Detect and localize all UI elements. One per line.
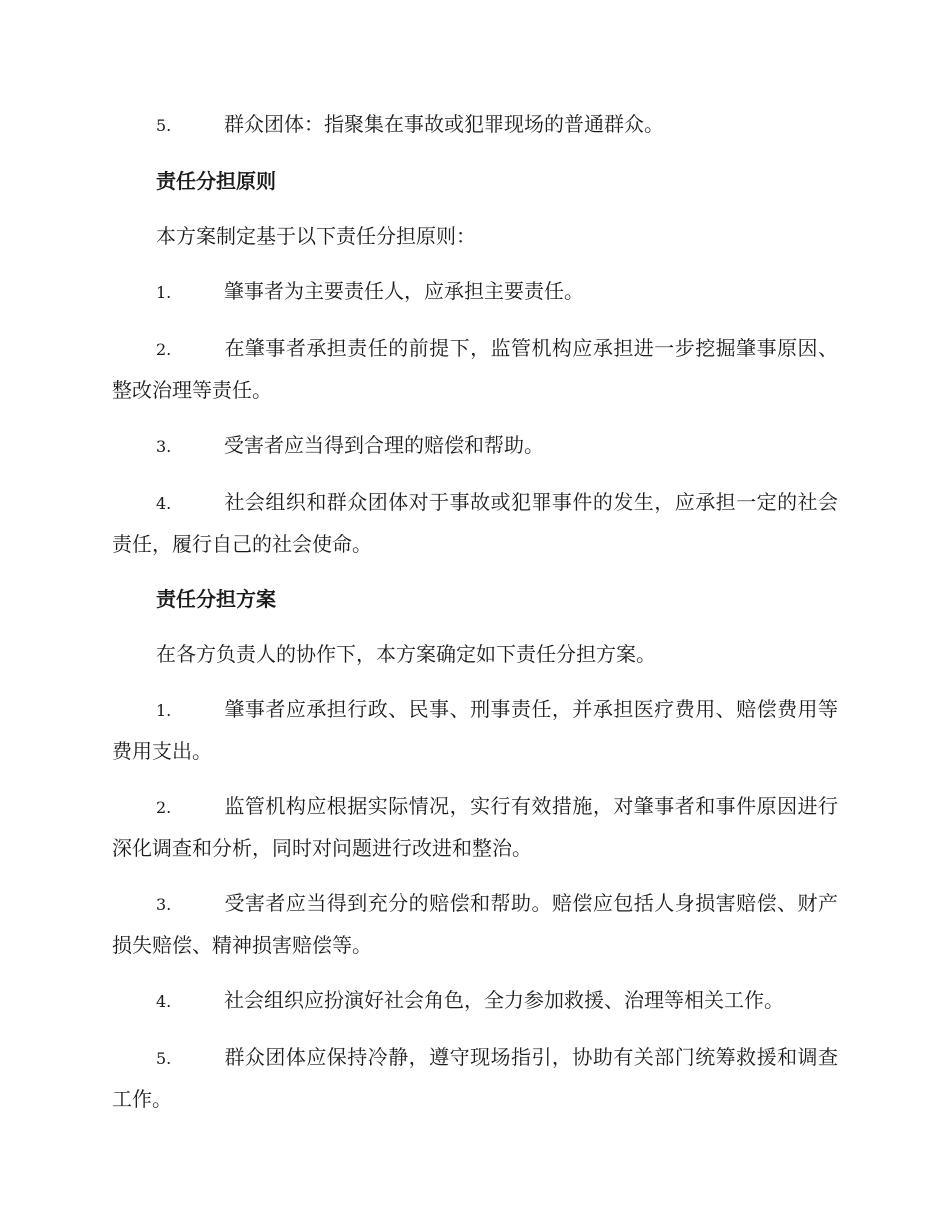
paragraph: 在各方负责人的协作下，本方案确定如下责任分担方案。 [156, 642, 656, 666]
section-heading: 责任分担原则 [156, 169, 276, 193]
list-number: 2. [156, 798, 172, 817]
paragraph: 本方案制定基于以下责任分担原则： [156, 224, 476, 248]
list-item [112, 482, 838, 564]
list-text: 受害者应当得到充分的赔偿和帮助。赔偿应包括人身损害赔偿、财产损失赔偿、精神损害赔偿等。 [112, 891, 838, 957]
list-number: 1. [156, 283, 172, 302]
list-text: 群众团体：指聚集在事故或犯罪现场的普通群众。 [224, 112, 664, 136]
list-item [112, 883, 838, 965]
list-item [112, 104, 838, 146]
section-heading: 责任分担方案 [156, 587, 276, 611]
list-number: 4. [156, 494, 172, 513]
list-text: 在肇事者承担责任的前提下，监管机构应承担进一步挖掘肇事原因、整改治理等责任。 [112, 336, 838, 402]
list-item [112, 1037, 838, 1119]
list-number: 3. [156, 437, 172, 456]
list-item [112, 786, 838, 868]
list-item [112, 425, 838, 467]
list-text: 监管机构应根据实际情况，实行有效措施，对肇事者和事件原因进行深化调查和分析，同时对问题进行改进和整治。 [112, 794, 838, 860]
list-number: 1. [156, 701, 172, 720]
list-item [112, 328, 838, 410]
list-text: 社会组织应扮演好社会角色，全力参加救援、治理等相关工作。 [224, 988, 784, 1012]
list-text: 受害者应当得到合理的赔偿和帮助。 [224, 433, 544, 457]
document-page [112, 104, 838, 1134]
list-item [112, 271, 838, 313]
list-number: 5. [156, 1049, 172, 1068]
list-text: 肇事者应承担行政、民事、刑事责任，并承担医疗费用、赔偿费用等费用支出。 [112, 697, 838, 763]
list-item [112, 980, 838, 1022]
list-number: 2. [156, 340, 172, 359]
list-number: 5. [156, 116, 172, 135]
list-text: 群众团体应保持冷静，遵守现场指引，协助有关部门统筹救援和调查工作。 [112, 1045, 838, 1111]
list-number: 3. [156, 895, 172, 914]
list-text: 社会组织和群众团体对于事故或犯罪事件的发生，应承担一定的社会责任，履行自己的社会使命。 [112, 490, 838, 556]
list-item [112, 689, 838, 771]
list-text: 肇事者为主要责任人，应承担主要责任。 [224, 279, 584, 303]
list-number: 4. [156, 992, 172, 1011]
